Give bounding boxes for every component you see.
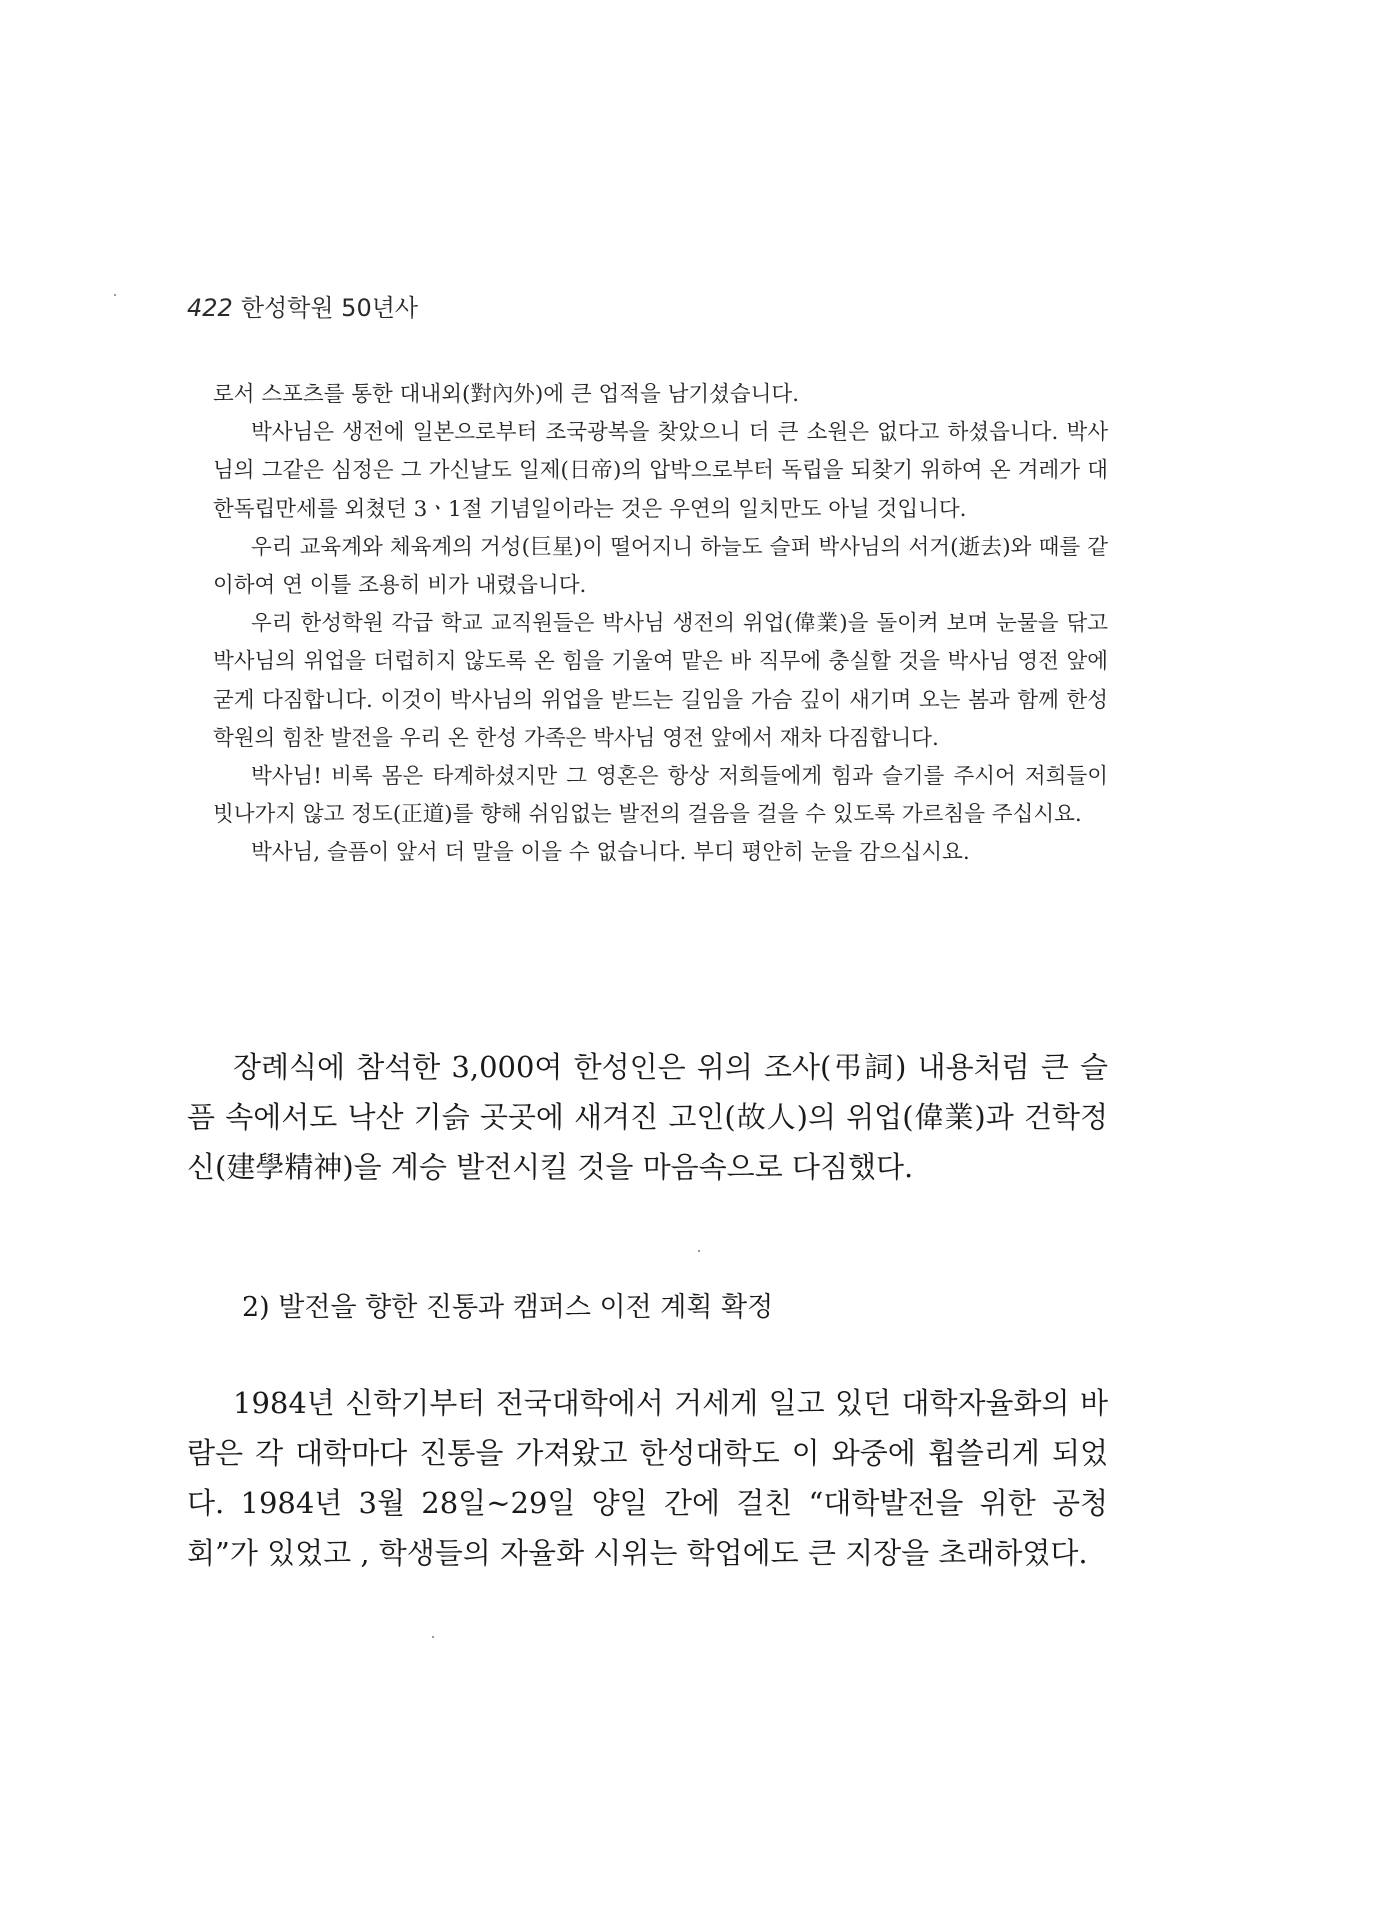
funeral-summary-paragraph: 장례식에 참석한 3,000여 한성인은 위의 조사(弔詞) 내용처럼 큰 슬픔 속에서도 낙산 기슭 곳곳에 새겨진 고인(故人)의 위업(偉業)과 건학정신(建學精神)을 계승 발전시킬 것을 마음속으로 다짐했다. — [187, 1050, 1108, 1184]
eulogy-quote — [213, 376, 1108, 873]
scan-speck — [698, 1250, 700, 1252]
scan-speck — [432, 1636, 434, 1638]
eulogy-paragraph: 박사님, 슬픔이 앞서 더 말을 이을 수 없습니다. 부디 평안히 눈을 감으십시요. — [251, 840, 970, 866]
eulogy-paragraph: 박사님은 생전에 일본으로부터 조국광복을 찾았으니 더 큰 소원은 없다고 하셨읍니다. 박사님의 그같은 심정은 그 가신날도 일제(日帝)의 압박으로부터 독립을 되찾기 위하여 온 겨레가 대한독립만세를 외쳤던 3ㆍ1절 기념일이라는 것은 우연의 일치만도 아닐 것입니다. — [213, 420, 1108, 522]
scan-speck — [114, 294, 116, 296]
section-heading: 2) 발전을 향한 진통과 캠퍼스 이전 계획 확정 — [242, 1292, 774, 1323]
page-number: 422 — [187, 294, 233, 322]
eulogy-paragraph: 우리 교육계와 체육계의 거성(巨星)이 떨어지니 하늘도 슬퍼 박사님의 서거(逝去)와 때를 같이하여 연 이틀 조용히 비가 내렸읍니다. — [213, 534, 1108, 599]
book-title: 한성학원 50년사 — [240, 294, 419, 322]
running-header — [187, 288, 418, 323]
eulogy-paragraph: 로서 스포츠를 통한 대내외(對內外)에 큰 업적을 남기셨습니다. — [213, 382, 800, 407]
section-body-paragraph: 1984년 신학기부터 전국대학에서 거세게 일고 있던 대학자율화의 바람은 각 대학마다 진통을 가져왔고 한성대학도 이 와중에 휩쓸리게 되었다. 1984년 3월 28일~29일 양일 간에 걸친 “대학발전을 위한 공청회”가 있었고 , 학생들의 자율화 시위는 학업에도 큰 지장을 초래하였다. — [187, 1386, 1108, 1570]
eulogy-paragraph: 박사님! 비록 몸은 타계하셨지만 그 영혼은 항상 저희들에게 힘과 슬기를 주시어 저희들이 빗나가지 않고 정도(正道)를 향해 쉬임없는 발전의 걸음을 걸을 수 있도록 가르침을 주십시요. — [213, 764, 1108, 828]
eulogy-paragraph: 우리 한성학원 각급 학교 교직원들은 박사님 생전의 위업(偉業)을 돌이켜 보며 눈물을 닦고 박사님의 위업을 더럽히지 않도록 온 힘을 기울여 맡은 바 직무에 충실할 것을 박사님 영전 앞에 굳게 다짐합니다. 이것이 박사님의 위업을 받드는 길임을 가슴 깊이 새기며 오는 봄과 함께 한성학원의 힘찬 발전을 우리 온 한성 가족은 박사님 영전 앞에서 재차 다짐합니다. — [213, 611, 1108, 751]
